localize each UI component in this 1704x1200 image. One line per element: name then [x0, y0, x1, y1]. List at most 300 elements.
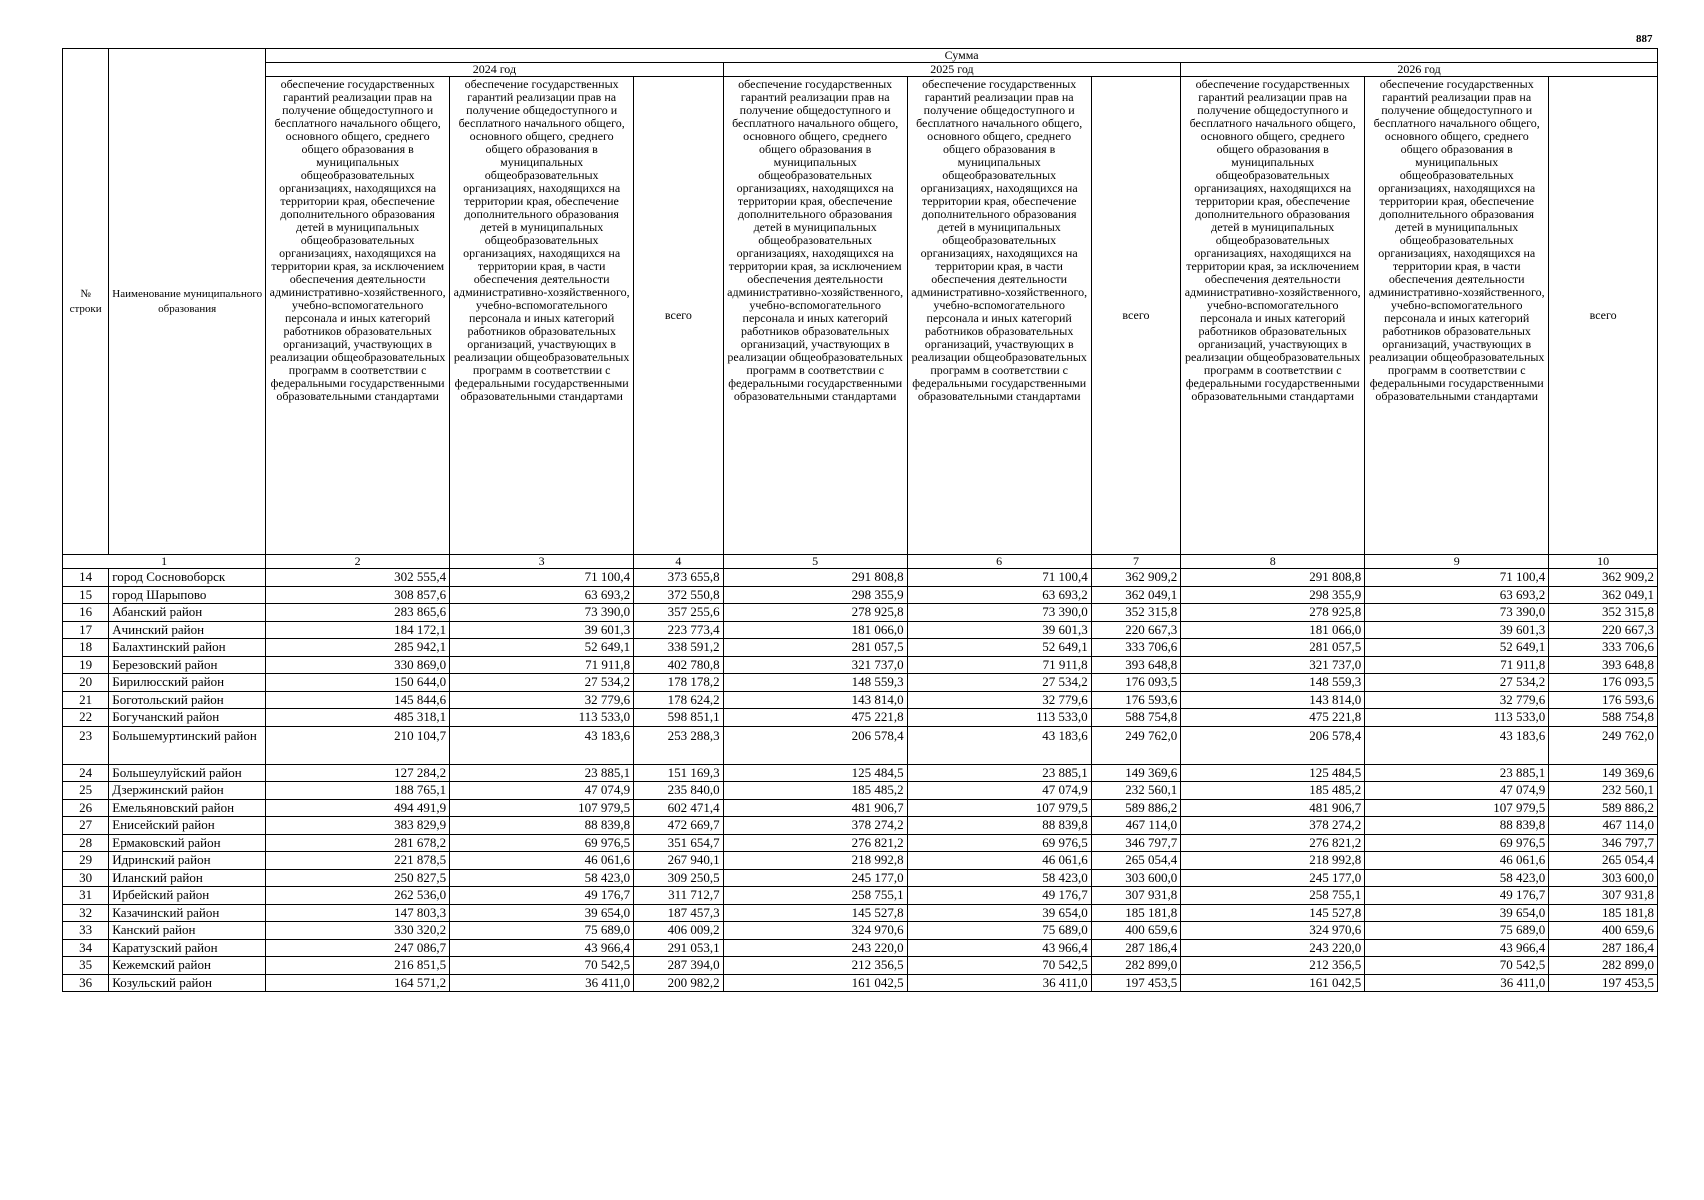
- column-number: 2: [266, 555, 450, 569]
- amount-cell: 47 074,9: [907, 782, 1091, 800]
- column-number: 3: [450, 555, 634, 569]
- municipality-name: Большеулуйский район: [109, 764, 266, 782]
- table-row: [63, 764, 1658, 782]
- amount-cell: 107 979,5: [1365, 799, 1549, 817]
- amount-cell: 176 593,6: [1091, 691, 1181, 709]
- amount-cell: 69 976,5: [907, 834, 1091, 852]
- row-number-header: № строки: [63, 49, 109, 555]
- amount-cell: 283 865,6: [266, 604, 450, 622]
- amount-cell: 402 780,8: [634, 656, 724, 674]
- amount-cell: 243 220,0: [723, 939, 907, 957]
- municipality-name: Богучанский район: [109, 709, 266, 727]
- amount-cell: 39 601,3: [450, 621, 634, 639]
- amount-cell: 303 600,0: [1549, 869, 1658, 887]
- amount-cell: 278 925,8: [1181, 604, 1365, 622]
- amount-cell: 589 886,2: [1549, 799, 1658, 817]
- row-number: 14: [63, 569, 109, 587]
- amount-cell: 147 803,3: [266, 904, 450, 922]
- amount-cell: 39 654,0: [907, 904, 1091, 922]
- amount-cell: 187 457,3: [634, 904, 724, 922]
- amount-cell: 598 851,1: [634, 709, 724, 727]
- row-number: 36: [63, 974, 109, 992]
- amount-cell: 145 527,8: [1181, 904, 1365, 922]
- table-row: [63, 852, 1658, 870]
- amount-cell: 49 176,7: [450, 887, 634, 905]
- row-number: 19: [63, 656, 109, 674]
- amount-cell: 232 560,1: [1549, 782, 1658, 800]
- amount-cell: 362 909,2: [1091, 569, 1181, 587]
- amount-cell: 287 186,4: [1091, 939, 1181, 957]
- amount-cell: 75 689,0: [907, 922, 1091, 940]
- row-number: 16: [63, 604, 109, 622]
- amount-cell: 149 369,6: [1549, 764, 1658, 782]
- amount-cell: 151 169,3: [634, 764, 724, 782]
- amount-cell: 71 911,8: [450, 656, 634, 674]
- amount-cell: 70 542,5: [450, 957, 634, 975]
- amount-cell: 125 484,5: [723, 764, 907, 782]
- row-number: 20: [63, 674, 109, 692]
- amount-cell: 181 066,0: [723, 621, 907, 639]
- amount-cell: 285 942,1: [266, 639, 450, 657]
- amount-cell: 70 542,5: [907, 957, 1091, 975]
- header-sum-row: [63, 49, 1658, 63]
- amount-cell: 188 765,1: [266, 782, 450, 800]
- amount-cell: 235 840,0: [634, 782, 724, 800]
- amount-cell: 36 411,0: [450, 974, 634, 992]
- amount-cell: 281 057,5: [1181, 639, 1365, 657]
- municipality-name: Канский район: [109, 922, 266, 940]
- amount-cell: 71 911,8: [1365, 656, 1549, 674]
- amount-cell: 218 992,8: [1181, 852, 1365, 870]
- amount-cell: 321 737,0: [723, 656, 907, 674]
- amount-cell: 212 356,5: [1181, 957, 1365, 975]
- amount-cell: 39 654,0: [450, 904, 634, 922]
- municipality-name: Иланский район: [109, 869, 266, 887]
- amount-cell: 223 773,4: [634, 621, 724, 639]
- column-total-2025: всего: [1091, 77, 1181, 555]
- amount-cell: 307 931,8: [1549, 887, 1658, 905]
- amount-cell: 307 931,8: [1091, 887, 1181, 905]
- amount-cell: 43 183,6: [907, 726, 1091, 764]
- amount-cell: 43 966,4: [1365, 939, 1549, 957]
- amount-cell: 467 114,0: [1091, 817, 1181, 835]
- amount-cell: 276 821,2: [723, 834, 907, 852]
- amount-cell: 58 423,0: [450, 869, 634, 887]
- amount-cell: 178 624,2: [634, 691, 724, 709]
- row-number: 31: [63, 887, 109, 905]
- amount-cell: 352 315,8: [1549, 604, 1658, 622]
- amount-cell: 338 591,2: [634, 639, 724, 657]
- table-row: [63, 621, 1658, 639]
- table-row: [63, 709, 1658, 727]
- amount-cell: 145 527,8: [723, 904, 907, 922]
- amount-cell: 243 220,0: [1181, 939, 1365, 957]
- amount-cell: 71 100,4: [450, 569, 634, 587]
- municipality-name: Енисейский район: [109, 817, 266, 835]
- column-number: 8: [1181, 555, 1365, 569]
- amount-cell: 330 320,2: [266, 922, 450, 940]
- amount-cell: 267 940,1: [634, 852, 724, 870]
- amount-cell: 27 534,2: [1365, 674, 1549, 692]
- amount-cell: 245 177,0: [723, 869, 907, 887]
- amount-cell: 69 976,5: [450, 834, 634, 852]
- amount-cell: 63 693,2: [1365, 586, 1549, 604]
- column-number-row: [63, 555, 1658, 569]
- amount-cell: 324 970,6: [723, 922, 907, 940]
- amount-cell: 73 390,0: [1365, 604, 1549, 622]
- column-description-2026-support: обеспечение государственных гарантий реализации прав на получение общедоступного и бесплатного начального общего, основного общего, среднего общего образования в муниципальных общеобразовательных организациях, находящихся на территории края, обеспечение дополнительного образования детей в муниципальных общеобразовательных организациях, находящихся на территории края, в части обеспечения деятельности административно-хозяйственного, учебно-вспомогательного персонала и иных категорий работников образовательных организаций, участвующих в реализации общеобразовательных программ в соответствии с федеральными государственными образовательными стандартами: [1365, 77, 1549, 555]
- row-number: 32: [63, 904, 109, 922]
- amount-cell: 185 485,2: [1181, 782, 1365, 800]
- amount-cell: 321 737,0: [1181, 656, 1365, 674]
- amount-cell: 176 093,5: [1091, 674, 1181, 692]
- amount-cell: 178 178,2: [634, 674, 724, 692]
- amount-cell: 113 533,0: [907, 709, 1091, 727]
- amount-cell: 282 899,0: [1549, 957, 1658, 975]
- amount-cell: 602 471,4: [634, 799, 724, 817]
- amount-cell: 281 678,2: [266, 834, 450, 852]
- amount-cell: 71 100,4: [1365, 569, 1549, 587]
- row-number: 18: [63, 639, 109, 657]
- table-row: [63, 904, 1658, 922]
- row-number: 21: [63, 691, 109, 709]
- amount-cell: 481 906,7: [1181, 799, 1365, 817]
- table-row: [63, 922, 1658, 940]
- municipality-name: город Шарыпово: [109, 586, 266, 604]
- row-number: 33: [63, 922, 109, 940]
- table-row: [63, 656, 1658, 674]
- table-row: [63, 782, 1658, 800]
- municipality-name: Ачинский район: [109, 621, 266, 639]
- table-row: [63, 639, 1658, 657]
- amount-cell: 351 654,7: [634, 834, 724, 852]
- amount-cell: 27 534,2: [450, 674, 634, 692]
- budget-table: [62, 48, 1658, 992]
- amount-cell: 485 318,1: [266, 709, 450, 727]
- amount-cell: 216 851,5: [266, 957, 450, 975]
- amount-cell: 52 649,1: [907, 639, 1091, 657]
- amount-cell: 258 755,1: [1181, 887, 1365, 905]
- amount-cell: 150 644,0: [266, 674, 450, 692]
- amount-cell: 127 284,2: [266, 764, 450, 782]
- amount-cell: 70 542,5: [1365, 957, 1549, 975]
- amount-cell: 393 648,8: [1091, 656, 1181, 674]
- amount-cell: 291 808,8: [1181, 569, 1365, 587]
- amount-cell: 148 559,3: [723, 674, 907, 692]
- amount-cell: 249 762,0: [1549, 726, 1658, 764]
- amount-cell: 475 221,8: [1181, 709, 1365, 727]
- amount-cell: 221 878,5: [266, 852, 450, 870]
- amount-cell: 206 578,4: [1181, 726, 1365, 764]
- amount-cell: 346 797,7: [1091, 834, 1181, 852]
- table-row: [63, 586, 1658, 604]
- amount-cell: 258 755,1: [723, 887, 907, 905]
- municipality-name: Балахтинский район: [109, 639, 266, 657]
- amount-cell: 400 659,6: [1549, 922, 1658, 940]
- amount-cell: 247 086,7: [266, 939, 450, 957]
- amount-cell: 333 706,6: [1549, 639, 1658, 657]
- amount-cell: 113 533,0: [1365, 709, 1549, 727]
- amount-cell: 73 390,0: [907, 604, 1091, 622]
- amount-cell: 43 966,4: [907, 939, 1091, 957]
- amount-cell: 393 648,8: [1549, 656, 1658, 674]
- amount-cell: 46 061,6: [450, 852, 634, 870]
- column-description-2025-support: обеспечение государственных гарантий реализации прав на получение общедоступного и бесплатного начального общего, основного общего, среднего общего образования в муниципальных общеобразовательных организациях, находящихся на территории края, обеспечение дополнительного образования детей в муниципальных общеобразовательных организациях, находящихся на территории края, в части обеспечения деятельности административно-хозяйственного, учебно-вспомогательного персонала и иных категорий работников образовательных организаций, участвующих в реализации общеобразовательных программ в соответствии с федеральными государственными образовательными стандартами: [907, 77, 1091, 555]
- column-number: 7: [1091, 555, 1181, 569]
- row-number: 22: [63, 709, 109, 727]
- amount-cell: 176 593,6: [1549, 691, 1658, 709]
- amount-cell: 287 186,4: [1549, 939, 1658, 957]
- amount-cell: 352 315,8: [1091, 604, 1181, 622]
- header-description-row: [63, 77, 1658, 555]
- column-number: 1: [63, 555, 266, 569]
- amount-cell: 262 536,0: [266, 887, 450, 905]
- table-row: [63, 726, 1658, 764]
- amount-cell: 39 654,0: [1365, 904, 1549, 922]
- amount-cell: 372 550,8: [634, 586, 724, 604]
- amount-cell: 298 355,9: [1181, 586, 1365, 604]
- amount-cell: 378 274,2: [723, 817, 907, 835]
- amount-cell: 32 779,6: [450, 691, 634, 709]
- amount-cell: 181 066,0: [1181, 621, 1365, 639]
- amount-cell: 47 074,9: [1365, 782, 1549, 800]
- amount-cell: 287 394,0: [634, 957, 724, 975]
- sum-header: Сумма: [266, 49, 1658, 63]
- amount-cell: 149 369,6: [1091, 764, 1181, 782]
- amount-cell: 69 976,5: [1365, 834, 1549, 852]
- amount-cell: 309 250,5: [634, 869, 724, 887]
- table-row: [63, 974, 1658, 992]
- amount-cell: 218 992,8: [723, 852, 907, 870]
- amount-cell: 206 578,4: [723, 726, 907, 764]
- row-number: 27: [63, 817, 109, 835]
- amount-cell: 330 869,0: [266, 656, 450, 674]
- amount-cell: 362 049,1: [1549, 586, 1658, 604]
- amount-cell: 250 827,5: [266, 869, 450, 887]
- amount-cell: 49 176,7: [1365, 887, 1549, 905]
- column-number: 10: [1549, 555, 1658, 569]
- table-row: [63, 834, 1658, 852]
- amount-cell: 200 982,2: [634, 974, 724, 992]
- amount-cell: 373 655,8: [634, 569, 724, 587]
- amount-cell: 298 355,9: [723, 586, 907, 604]
- amount-cell: 245 177,0: [1181, 869, 1365, 887]
- amount-cell: 52 649,1: [1365, 639, 1549, 657]
- amount-cell: 265 054,4: [1091, 852, 1181, 870]
- amount-cell: 148 559,3: [1181, 674, 1365, 692]
- amount-cell: 253 288,3: [634, 726, 724, 764]
- amount-cell: 308 857,6: [266, 586, 450, 604]
- amount-cell: 39 601,3: [1365, 621, 1549, 639]
- amount-cell: 71 100,4: [907, 569, 1091, 587]
- table-row: [63, 939, 1658, 957]
- amount-cell: 481 906,7: [723, 799, 907, 817]
- amount-cell: 73 390,0: [450, 604, 634, 622]
- amount-cell: 36 411,0: [907, 974, 1091, 992]
- amount-cell: 36 411,0: [1365, 974, 1549, 992]
- year-2024-header: 2024 год: [266, 63, 724, 77]
- amount-cell: 52 649,1: [450, 639, 634, 657]
- municipality-name: Каратузский район: [109, 939, 266, 957]
- row-number: 34: [63, 939, 109, 957]
- column-description-2025-main: обеспечение государственных гарантий реализации прав на получение общедоступного и бесплатного начального общего, основного общего, среднего общего образования в муниципальных общеобразовательных организациях, находящихся на территории края, обеспечение дополнительного образования детей в муниципальных общеобразовательных организациях, находящихся на территории края, за исключением обеспечения деятельности административно-хозяйственного, учебно-вспомогательного персонала и иных категорий работников образовательных организаций, участвующих в реализации общеобразовательных программ в соответствии с федеральными государственными образовательными стандартами: [723, 77, 907, 555]
- amount-cell: 406 009,2: [634, 922, 724, 940]
- amount-cell: 378 274,2: [1181, 817, 1365, 835]
- amount-cell: 357 255,6: [634, 604, 724, 622]
- amount-cell: 46 061,6: [1365, 852, 1549, 870]
- amount-cell: 311 712,7: [634, 887, 724, 905]
- municipality-name: Ермаковский район: [109, 834, 266, 852]
- column-number: 5: [723, 555, 907, 569]
- row-number: 28: [63, 834, 109, 852]
- header-year-row: [63, 63, 1658, 77]
- amount-cell: 265 054,4: [1549, 852, 1658, 870]
- amount-cell: 210 104,7: [266, 726, 450, 764]
- municipality-name: Дзержинский район: [109, 782, 266, 800]
- amount-cell: 302 555,4: [266, 569, 450, 587]
- column-number: 6: [907, 555, 1091, 569]
- row-number: 35: [63, 957, 109, 975]
- row-number: 17: [63, 621, 109, 639]
- municipality-name-header: Наименование муниципального образования: [109, 49, 266, 555]
- amount-cell: 46 061,6: [907, 852, 1091, 870]
- amount-cell: 32 779,6: [1365, 691, 1549, 709]
- amount-cell: 494 491,9: [266, 799, 450, 817]
- amount-cell: 278 925,8: [723, 604, 907, 622]
- column-total-2024: всего: [634, 77, 724, 555]
- amount-cell: 276 821,2: [1181, 834, 1365, 852]
- row-number: 24: [63, 764, 109, 782]
- municipality-name: Ирбейский район: [109, 887, 266, 905]
- amount-cell: 23 885,1: [450, 764, 634, 782]
- amount-cell: 39 601,3: [907, 621, 1091, 639]
- amount-cell: 43 183,6: [1365, 726, 1549, 764]
- table-row: [63, 869, 1658, 887]
- amount-cell: 185 485,2: [723, 782, 907, 800]
- amount-cell: 63 693,2: [450, 586, 634, 604]
- amount-cell: 161 042,5: [1181, 974, 1365, 992]
- year-2026-header: 2026 год: [1181, 63, 1658, 77]
- municipality-name: город Сосновоборск: [109, 569, 266, 587]
- table-row: [63, 817, 1658, 835]
- amount-cell: 467 114,0: [1549, 817, 1658, 835]
- amount-cell: 23 885,1: [1365, 764, 1549, 782]
- amount-cell: 184 172,1: [266, 621, 450, 639]
- amount-cell: 185 181,8: [1091, 904, 1181, 922]
- amount-cell: 346 797,7: [1549, 834, 1658, 852]
- amount-cell: 71 911,8: [907, 656, 1091, 674]
- municipality-name: Емельяновский район: [109, 799, 266, 817]
- municipality-name: Березовский район: [109, 656, 266, 674]
- amount-cell: 333 706,6: [1091, 639, 1181, 657]
- amount-cell: 49 176,7: [907, 887, 1091, 905]
- row-number: 30: [63, 869, 109, 887]
- amount-cell: 107 979,5: [450, 799, 634, 817]
- amount-cell: 185 181,8: [1549, 904, 1658, 922]
- municipality-name: Кежемский район: [109, 957, 266, 975]
- amount-cell: 197 453,5: [1549, 974, 1658, 992]
- amount-cell: 145 844,6: [266, 691, 450, 709]
- amount-cell: 362 049,1: [1091, 586, 1181, 604]
- amount-cell: 161 042,5: [723, 974, 907, 992]
- amount-cell: 143 814,0: [1181, 691, 1365, 709]
- amount-cell: 383 829,9: [266, 817, 450, 835]
- amount-cell: 176 093,5: [1549, 674, 1658, 692]
- amount-cell: 107 979,5: [907, 799, 1091, 817]
- amount-cell: 589 886,2: [1091, 799, 1181, 817]
- amount-cell: 475 221,8: [723, 709, 907, 727]
- amount-cell: 197 453,5: [1091, 974, 1181, 992]
- municipality-name: Абанский район: [109, 604, 266, 622]
- amount-cell: 249 762,0: [1091, 726, 1181, 764]
- amount-cell: 220 667,3: [1549, 621, 1658, 639]
- amount-cell: 291 053,1: [634, 939, 724, 957]
- municipality-name: Большемуртинский район: [109, 726, 266, 764]
- table-row: [63, 691, 1658, 709]
- amount-cell: 220 667,3: [1091, 621, 1181, 639]
- table-row: [63, 887, 1658, 905]
- table-row: [63, 569, 1658, 587]
- amount-cell: 43 183,6: [450, 726, 634, 764]
- row-number: 26: [63, 799, 109, 817]
- municipality-name: Идринский район: [109, 852, 266, 870]
- amount-cell: 472 669,7: [634, 817, 724, 835]
- table-row: [63, 957, 1658, 975]
- amount-cell: 58 423,0: [1365, 869, 1549, 887]
- table-body: [63, 569, 1658, 992]
- municipality-name: Бирилюсский район: [109, 674, 266, 692]
- row-number: 23: [63, 726, 109, 764]
- table-row: [63, 799, 1658, 817]
- table-row: [63, 604, 1658, 622]
- amount-cell: 27 534,2: [907, 674, 1091, 692]
- amount-cell: 588 754,8: [1549, 709, 1658, 727]
- amount-cell: 212 356,5: [723, 957, 907, 975]
- row-number: 29: [63, 852, 109, 870]
- amount-cell: 281 057,5: [723, 639, 907, 657]
- amount-cell: 63 693,2: [907, 586, 1091, 604]
- year-2025-header: 2025 год: [723, 63, 1181, 77]
- amount-cell: 291 808,8: [723, 569, 907, 587]
- amount-cell: 43 966,4: [450, 939, 634, 957]
- table-row: [63, 674, 1658, 692]
- column-description-2024-support: обеспечение государственных гарантий реализации прав на получение общедоступного и бесплатного начального общего, основного общего, среднего общего образования в муниципальных общеобразовательных организациях, находящихся на территории края, обеспечение дополнительного образования детей в муниципальных общеобразовательных организациях, находящихся на территории края, в части обеспечения деятельности административно-хозяйственного, учебно-вспомогательного персонала и иных категорий работников образовательных организаций, участвующих в реализации общеобразовательных программ в соответствии с федеральными государственными образовательными стандартами: [450, 77, 634, 555]
- amount-cell: 324 970,6: [1181, 922, 1365, 940]
- amount-cell: 125 484,5: [1181, 764, 1365, 782]
- row-number: 25: [63, 782, 109, 800]
- municipality-name: Козульский район: [109, 974, 266, 992]
- amount-cell: 47 074,9: [450, 782, 634, 800]
- amount-cell: 282 899,0: [1091, 957, 1181, 975]
- municipality-name: Казачинский район: [109, 904, 266, 922]
- amount-cell: 232 560,1: [1091, 782, 1181, 800]
- amount-cell: 88 839,8: [450, 817, 634, 835]
- column-total-2026: всего: [1549, 77, 1658, 555]
- amount-cell: 400 659,6: [1091, 922, 1181, 940]
- row-number: 15: [63, 586, 109, 604]
- amount-cell: 88 839,8: [907, 817, 1091, 835]
- municipality-name: Боготольский район: [109, 691, 266, 709]
- amount-cell: 303 600,0: [1091, 869, 1181, 887]
- amount-cell: 588 754,8: [1091, 709, 1181, 727]
- amount-cell: 75 689,0: [450, 922, 634, 940]
- column-description-2024-main: обеспечение государственных гарантий реализации прав на получение общедоступного и бесплатного начального общего, основного общего, среднего общего образования в муниципальных общеобразовательных организациях, находящихся на территории края, обеспечение дополнительного образования детей в муниципальных общеобразовательных организациях, находящихся на территории края, за исключением обеспечения деятельности административно-хозяйственного, учебно-вспомогательного персонала и иных категорий работников образовательных организаций, участвующих в реализации общеобразовательных программ в соответствии с федеральными государственными образовательными стандартами: [266, 77, 450, 555]
- amount-cell: 75 689,0: [1365, 922, 1549, 940]
- amount-cell: 164 571,2: [266, 974, 450, 992]
- amount-cell: 362 909,2: [1549, 569, 1658, 587]
- amount-cell: 32 779,6: [907, 691, 1091, 709]
- amount-cell: 23 885,1: [907, 764, 1091, 782]
